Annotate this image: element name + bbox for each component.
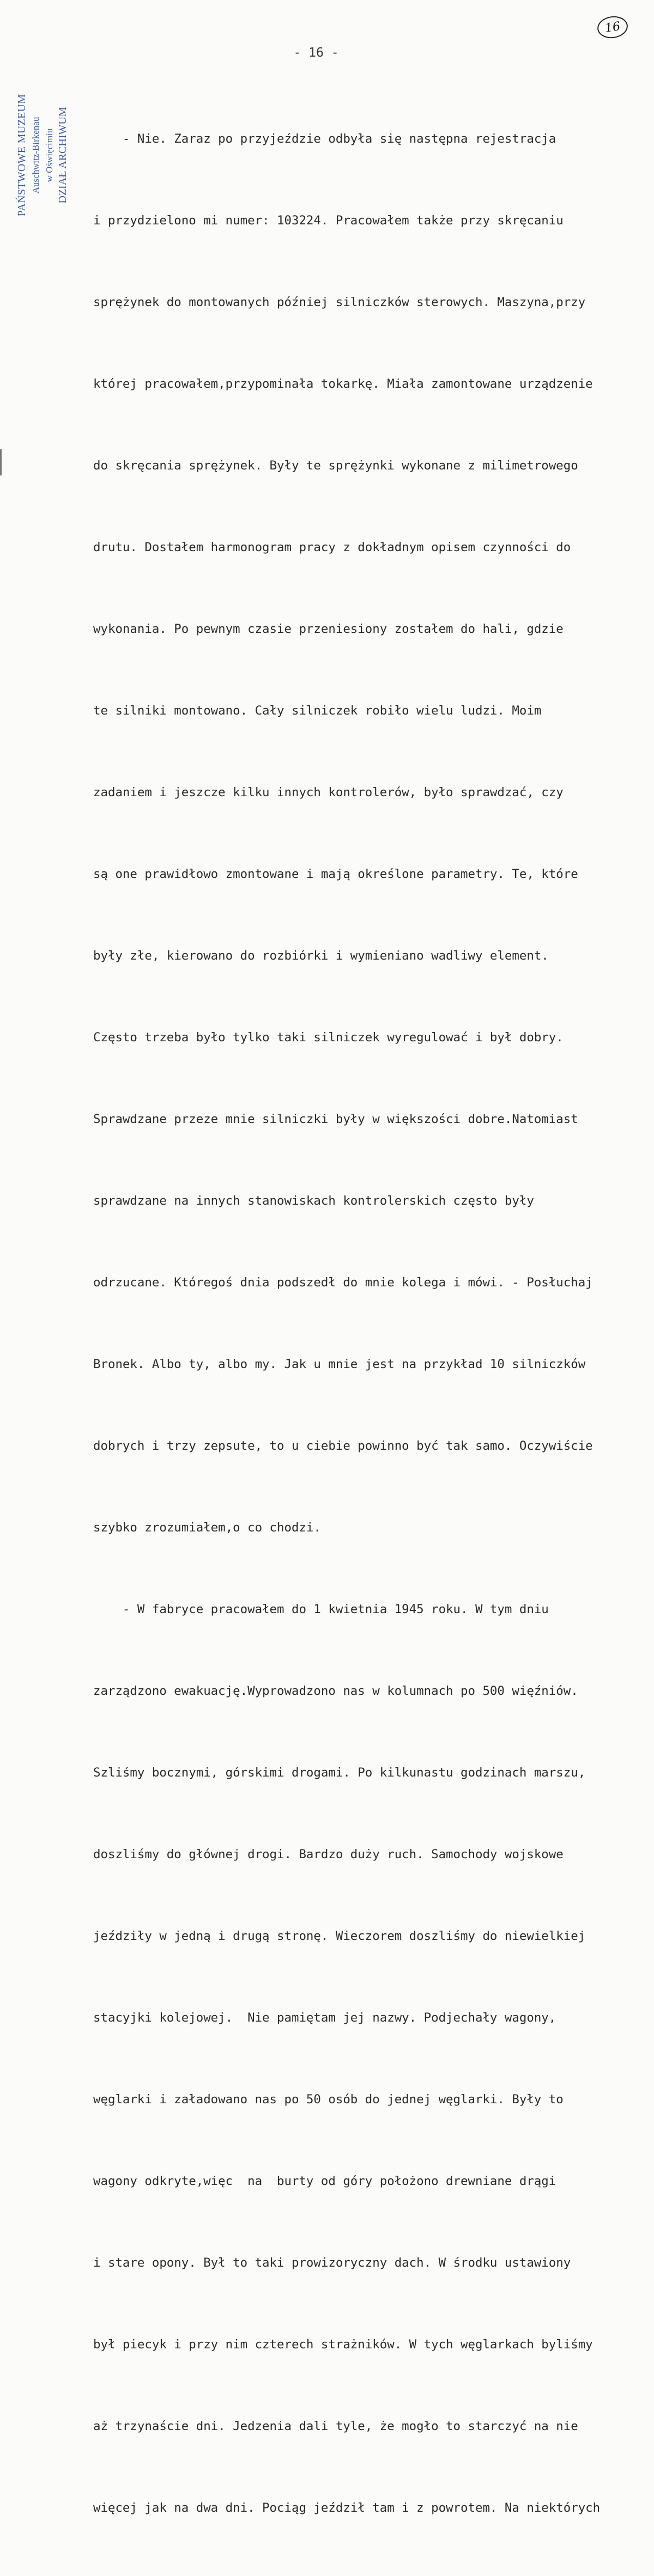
text-line: był piecyk i przy nim czterech strażników. W tych węglarkach byliśmy [93,2337,593,2352]
text-line: Bronek. Albo ty, albo my. Jak u mnie jest na przykład 10 silniczków [93,1357,586,1371]
text-line: więcej jak na dwa dni. Pociąg jeździł tam i z powrotem. Na niektórych [93,2501,601,2515]
text-line: - W fabryce pracowałem do 1 kwietnia 1945 roku. W tym dniu [93,1602,549,1616]
text-line: aż trzynaście dni. Jedzenia dali tyle, że mogło to starczyć na nie [93,2419,578,2433]
text-line: sprężynek do montowanych później silniczków sterowych. Maszyna,przy [93,295,586,309]
text-line: odrzucane. Któregoś dnia podszedł do mnie kolega i mówi. - Posłuchaj [93,1275,593,1290]
scan-edge-mark [0,449,2,475]
text-line: Często trzeba było tylko taki silniczek wyregulować i był dobry. [93,1030,564,1045]
text-line: Sprawdzane przeze mnie silniczki były w większości dobre.Natomiast [93,1112,578,1126]
text-line: doszliśmy do głównej drogi. Bardzo duży ruch. Samochody wojskowe [93,1847,564,1861]
typewritten-text [93,71,654,2576]
text-line: zarządzono ewakuację.Wyprowadzono nas w kolumnach po 500 więźniów. [93,1684,578,1698]
archive-stamp [15,82,74,229]
text-line: wagony odkryte,więc na burty od góry położono drewniane drągi [93,2174,556,2188]
text-line: sprawdzane na innych stanowiskach kontrolerskich często były [93,1194,534,1208]
text-line: - Nie. Zaraz po przyjeździe odbyła się następna rejestracja [93,132,556,146]
text-line: te silniki montowano. Cały silniczek robiło wielu ludzi. Moim [93,704,542,718]
text-line: węglarki i załadowano nas po 50 osób do jednej węglarki. Były to [93,2092,564,2107]
text-line: jeździły w jedną i drugą stronę. Wieczorem doszliśmy do niewielkiej [93,1929,586,1943]
page-number: - 16 - [293,46,339,60]
text-line: Szliśmy bocznymi, górskimi drogami. Po kilkunastu godzinach marszu, [93,1766,586,1780]
stamp-line-department: DZIAŁ ARCHIWUM [57,107,69,204]
text-line: wykonania. Po pewnym czasie przeniesiony zostałem do hali, gdzie [93,622,564,636]
text-line: i przydzielono mi numer: 103224. Pracowałem także przy skręcaniu [93,213,564,228]
stamp-line-location: Auschwitz-Birkenau [31,117,41,194]
handwritten-page-number: 16 [596,14,629,40]
stamp-line-city: w Oświęcimiu [44,128,55,182]
stamp-line-museum: PAŃSTWOWE MUZEUM [16,94,28,217]
text-line: są one prawidłowo zmontowane i mają określone parametry. Te, które [93,867,578,881]
text-line: stacyjki kolejowej. Nie pamiętam jej nazwy. Podjechały wagony, [93,2011,556,2025]
text-line: i stare opony. Był to taki prowizoryczny dach. W środku ustawiony [93,2256,571,2270]
text-line: drutu. Dostałem harmonogram pracy z dokładnym opisem czynności do [93,540,571,554]
text-line: były złe, kierowano do rozbiórki i wymieniano wadliwy element. [93,949,549,963]
text-line: do skręcania sprężynek. Były te sprężynki wykonane z milimetrowego [93,459,578,473]
text-line: której pracowałem,przypominała tokarkę. Miała zamontowane urządzenie [93,377,593,391]
text-line: szybko zrozumiałem,o co chodzi. [93,1521,321,1535]
text-line: zadaniem i jeszcze kilku innych kontrolerów, było sprawdzać, czy [93,785,564,799]
text-line: dobrych i trzy zepsute, to u ciebie powinno być tak samo. Oczywiście [93,1439,593,1453]
